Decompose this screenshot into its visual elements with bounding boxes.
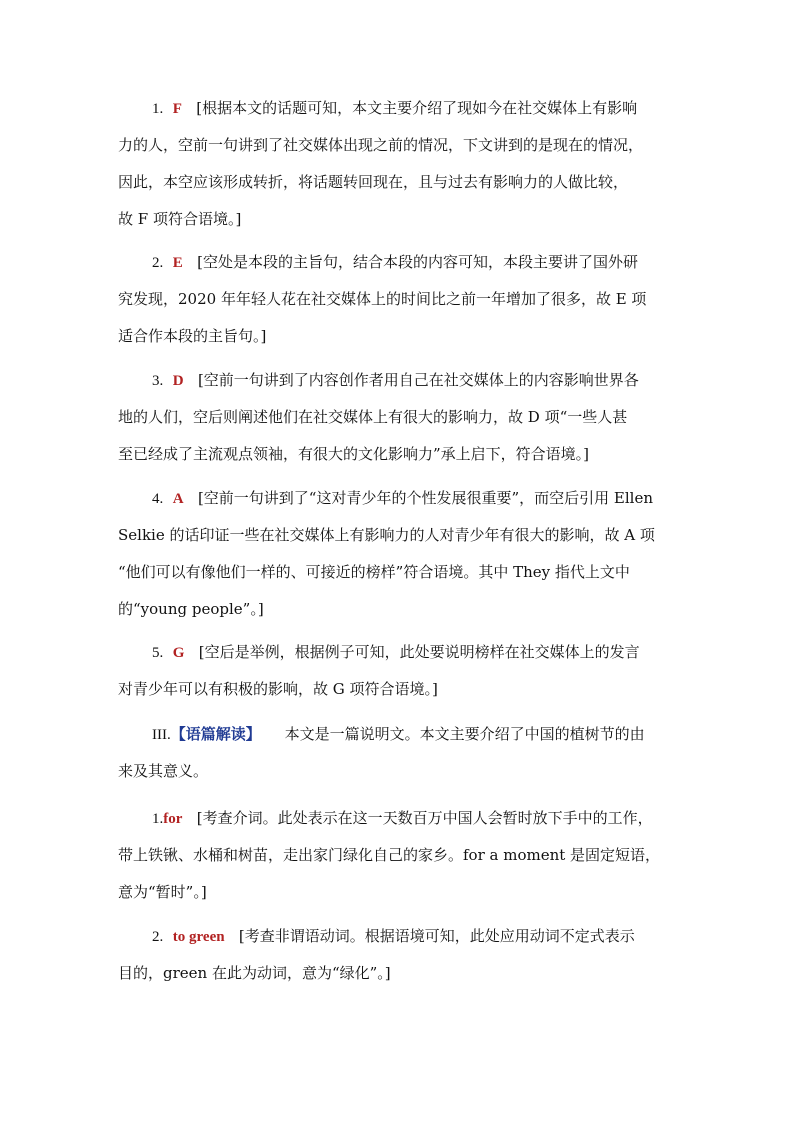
section-label: 【语篇解读】 — [170, 725, 261, 743]
explanation-line: 对青少年可以有积极的影响，故 G 项符合语境。] — [118, 680, 438, 698]
explanation-line: [根据本文的话题可知，本文主要介绍了现如今在社交媒体上有影响 — [196, 99, 638, 117]
explanation-line: 因此，本空应该形成转折，将话题转回现在，且与过去有影响力的人做比较， — [118, 173, 629, 191]
explanation-line: [空后是举例，根据例子可知，此处要说明榜样在社交媒体上的发言 — [198, 643, 640, 661]
explanation-line: 至已经成了主流观点领袖，有很大的文化影响力”承上启下，符合语境。] — [118, 445, 590, 463]
explanation-line: 究发现，2020 年年轻人花在社交媒体上的时间比之前一年增加了很多，故 E 项 — [118, 290, 647, 308]
explanation-line: 带上铁锹、水桶和树苗，走出家门绿化自己的家乡。for a moment 是固定短语， — [118, 846, 661, 864]
answer-letter: D — [172, 373, 184, 389]
item-first-line — [152, 642, 640, 662]
answer-letter: F — [172, 101, 182, 117]
explanation-line: 地的人们，空后则阐述他们在社交媒体上有很大的影响力，故 D 项“一些人甚 — [118, 408, 628, 426]
explanation-line: 力的人，空前一句讲到了社交媒体出现之前的情况，下文讲到的是现在的情况， — [118, 136, 644, 154]
item-number: 2. — [152, 929, 164, 945]
explanation-line: 意为“暂时”。] — [118, 883, 207, 901]
item-number: 3. — [152, 373, 164, 389]
explanation-line: 故 F 项符合语境。] — [118, 210, 242, 228]
item-number: 1. — [152, 101, 164, 117]
answer-letter: A — [172, 491, 184, 507]
explanation-line: “他们可以有像他们一样的、可接近的榜样”符合语境。其中 They 指代上文中 — [118, 563, 630, 581]
explanation-line: [考查介词。此处表示在这一天数百万中国人会暂时放下手中的工作， — [196, 809, 653, 827]
item-first-line — [152, 808, 653, 828]
intro-line: 本文是一篇说明文。本文主要介绍了中国的植树节的由 — [284, 725, 645, 743]
answer-word: for — [163, 811, 183, 827]
item-first-line — [152, 370, 639, 390]
explanation-line: [空处是本段的主旨句，结合本段的内容可知，本段主要讲了国外研 — [197, 253, 638, 271]
item-number: 1. — [152, 811, 164, 827]
item-number: 5. — [152, 645, 164, 661]
section-header-line — [152, 724, 645, 744]
explanation-line: 目的，green 在此为动词，意为“绿化”。] — [118, 964, 391, 982]
explanation-line: Selkie 的话印证一些在社交媒体上有影响力的人对青少年有很大的影响，故 A 项 — [118, 526, 655, 544]
section-roman-numeral: III. — [152, 727, 171, 743]
item-number: 2. — [152, 255, 164, 271]
explanation-line: [空前一句讲到了“这对青少年的个性发展很重要”，而空后引用 Ellen — [197, 489, 653, 507]
item-first-line — [152, 926, 635, 946]
explanation-line: [考查非谓语动词。根据语境可知，此处应用动词不定式表示 — [238, 927, 635, 945]
item-first-line — [152, 98, 637, 118]
answer-word: to green — [172, 929, 225, 945]
item-first-line — [152, 252, 638, 272]
item-number: 4. — [152, 491, 164, 507]
answer-letter: E — [172, 255, 183, 271]
explanation-line: 的“young people”。] — [118, 600, 264, 618]
answer-letter: G — [172, 645, 185, 661]
intro-line: 来及其意义。 — [118, 762, 209, 780]
item-first-line — [152, 488, 653, 508]
explanation-line: 适合作本段的主旨句。] — [118, 327, 267, 345]
explanation-line: [空前一句讲到了内容创作者用自己在社交媒体上的内容影响世界各 — [197, 371, 639, 389]
